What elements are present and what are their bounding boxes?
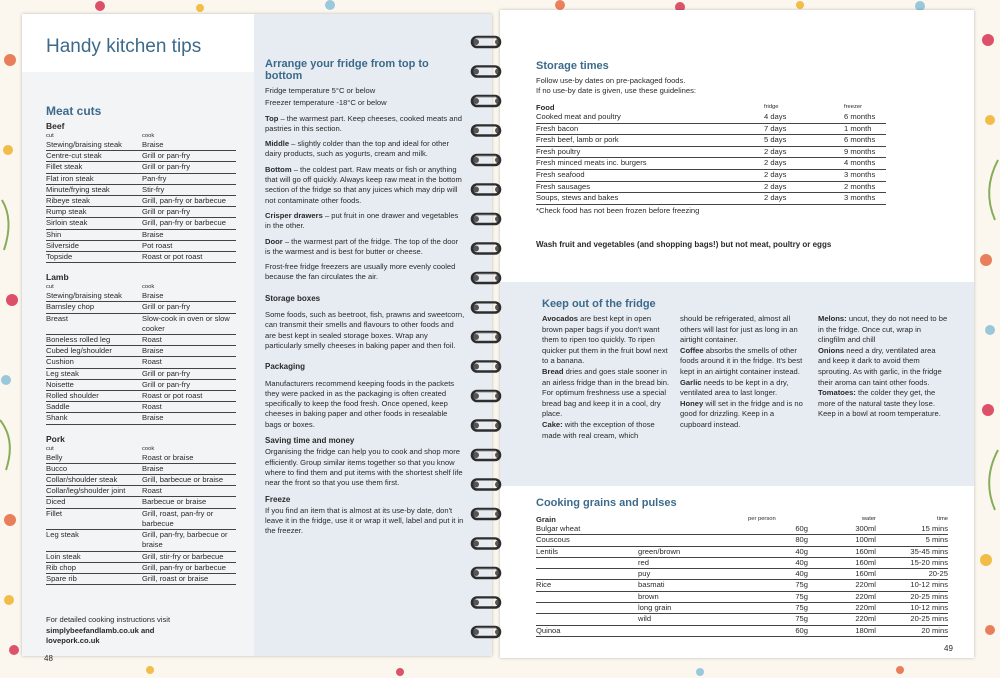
grain-cell (536, 591, 638, 602)
spiral-ring (472, 185, 501, 195)
fridge-temp: Fridge temperature 5°C or below (265, 86, 376, 95)
footer-link-beef-lamb[interactable]: simplybeefandlamb.co.uk and (46, 625, 155, 635)
table-row (536, 193, 886, 205)
table-row (46, 453, 236, 464)
col-fridge: fridge (764, 104, 779, 110)
spiral-ring (472, 568, 501, 578)
table-row (46, 346, 236, 357)
food-cell: Fresh beef, lamb or pork (536, 135, 764, 147)
storage-heading: Storage times (536, 60, 609, 72)
food-cell: Cooked meat and poultry (536, 112, 764, 123)
cook-cell: Braise (142, 140, 236, 151)
right-page (500, 10, 974, 658)
footer-text: For detailed cooking instructions visit (46, 615, 171, 624)
table-row (46, 475, 236, 486)
grains-table (536, 515, 948, 637)
meat-cuts-panel (22, 72, 254, 663)
cook-cell: Roast (142, 357, 236, 368)
spiral-ring (472, 421, 501, 431)
col-cut: cut (46, 133, 54, 139)
cut-cell: Stewing/braising steak (46, 291, 142, 302)
table-row (46, 562, 236, 573)
time-cell: 15 mins (876, 524, 948, 535)
spiral-ring (472, 155, 501, 165)
fridge-cell: 5 days (764, 135, 844, 147)
table-row (46, 252, 236, 263)
cook-cell: Grill, roast or braise (142, 573, 236, 584)
table-row (46, 391, 236, 402)
food-cell: Fresh seafood (536, 169, 764, 181)
per-person-cell: 40g (748, 546, 808, 557)
grain-cell (536, 557, 638, 568)
table-row (536, 112, 886, 123)
cut-cell: Saddle (46, 402, 142, 413)
per-person-cell: 40g (748, 557, 808, 568)
table-row (46, 162, 236, 173)
table-row (536, 169, 886, 181)
table-row (46, 463, 236, 474)
left-page (22, 14, 492, 663)
cut-cell: Centre-cut steak (46, 151, 142, 162)
meat-group-lamb: Lamb (46, 272, 69, 283)
table-row (536, 591, 948, 602)
cut-cell: Leg steak (46, 530, 142, 551)
cut-cell: Ribeye steak (46, 196, 142, 207)
packaging-heading: Packaging (265, 362, 306, 372)
storage-note: *Check food has not been frozen before freezing (536, 205, 700, 215)
cut-cell: Fillet (46, 508, 142, 529)
grain-cell (536, 569, 638, 580)
top-shelf-tip: Top – the warmest part. Keep cheeses, cooked meats and pastries in this section. (265, 113, 462, 133)
spiral-ring (472, 450, 501, 460)
table-row (46, 530, 236, 551)
table-row (46, 357, 236, 368)
water-cell: 180ml (808, 625, 876, 636)
time-cell: 20-25 mins (876, 591, 948, 602)
cut-cell: Silverside (46, 240, 142, 251)
saving-heading: Saving time and money (265, 436, 355, 446)
table-row (46, 368, 236, 379)
fridge-panel (254, 14, 492, 656)
time-cell: 5 mins (876, 535, 948, 546)
cut-cell: Diced (46, 497, 142, 508)
spiral-ring (472, 37, 501, 47)
cook-cell: Stir-fry (142, 184, 236, 195)
freeze-text: If you find an item that is almost at its use-by date, don't leave it in the fridge, use it or wrap it well, label and put it in the freezer. (265, 505, 464, 536)
cut-cell: Barnsley chop (46, 302, 142, 313)
table-row (536, 181, 886, 193)
table-row (46, 151, 236, 162)
spiral-ring (472, 96, 501, 106)
water-cell: 100ml (808, 535, 876, 546)
cook-cell: Grill, pan-fry or barbecue (142, 196, 236, 207)
spiral-ring (472, 480, 501, 490)
cook-cell: Grill, roast, pan-fry or barbecue (142, 508, 236, 529)
cut-cell: Collar/leg/shoulder joint (46, 486, 142, 497)
title-bar (22, 14, 254, 72)
fridge-cell: 2 days (764, 169, 844, 181)
cut-cell: Minute/frying steak (46, 184, 142, 195)
table-row (46, 497, 236, 508)
grain-cell: Couscous (536, 535, 638, 546)
col-cook: cook (142, 445, 155, 452)
time-cell: 20-25 (876, 569, 948, 580)
table-row (536, 569, 948, 580)
freezer-cell: 4 months (844, 158, 886, 170)
time-cell: 10-12 mins (876, 580, 948, 591)
meat-cuts-heading: Meat cuts (46, 104, 102, 118)
table-row (536, 580, 948, 591)
cook-cell: Braise (142, 413, 236, 424)
freezer-cell: 3 months (844, 193, 886, 205)
storage-intro-1: Follow use-by dates on pre-packaged foods. (536, 76, 686, 85)
table-row (46, 196, 236, 207)
table-row (46, 486, 236, 497)
meat-group-beef: Beef (46, 121, 65, 131)
time-cell: 10-12 mins (876, 603, 948, 614)
table-row (46, 379, 236, 390)
cut-cell: Breast (46, 313, 142, 334)
cook-cell: Grill or pan-fry (142, 302, 236, 313)
footer-note (46, 615, 246, 647)
cook-cell: Grill or pan-fry (142, 368, 236, 379)
food-cell: Soups, stews and bakes (536, 193, 764, 205)
fridge-heading: Arrange your fridge from top to bottom (265, 58, 429, 82)
cook-cell: Grill, stir-fry or barbecue (142, 551, 236, 562)
cook-cell: Braise (142, 463, 236, 474)
freezer-cell: 9 months (844, 146, 886, 158)
cook-cell: Grill or pan-fry (142, 207, 236, 218)
table-row (46, 218, 236, 229)
food-cell: Fresh poultry (536, 146, 764, 158)
spiral-ring (472, 67, 501, 77)
spiral-ring (472, 362, 501, 372)
table-row (46, 413, 236, 424)
spiral-ring (472, 332, 501, 342)
storage-table (536, 103, 886, 205)
meat-table-pork (46, 445, 236, 585)
cut-cell: Bucco (46, 463, 142, 474)
keep-out-col-3: Melons: uncut, they do not need to be in the fridge. Once cut, wrap in clingfilm and chill Onions need a dry, ventilated area and keep it dark to avoid them sprouting. As with garlic, in the fridge their aroma can taint other foods. Tomatoes: the colder they get, the more of the natural taste they lose. Keep in a bowl at room temperature. (818, 314, 948, 419)
cut-cell: Collar/shoulder steak (46, 475, 142, 486)
page-title: Handy kitchen tips (46, 36, 202, 57)
cook-cell: Grill, pan-fry or barbecue (142, 562, 236, 573)
table-row (46, 551, 236, 562)
cook-cell: Pan-fry (142, 173, 236, 184)
spiral-ring (472, 598, 501, 608)
bottom-shelf-tip: Bottom – the coldest part. Raw meats or fish or anything that will go off quickly. Always keep raw meat in the bottom section of the fridge so that any juices which may drip will not contaminate other foods. (265, 164, 462, 205)
food-cell: Fresh bacon (536, 123, 764, 135)
per-person-cell: 75g (748, 591, 808, 602)
freezer-cell: 6 months (844, 112, 886, 123)
cook-cell: Grill, barbecue or braise (142, 475, 236, 486)
time-cell: 35-45 mins (876, 546, 948, 557)
cook-cell: Roast (142, 486, 236, 497)
cut-cell: Rolled shoulder (46, 391, 142, 402)
cook-cell: Braise (142, 229, 236, 240)
grain-cell (536, 614, 638, 625)
table-row (536, 123, 886, 135)
cook-cell: Braise (142, 346, 236, 357)
water-cell: 160ml (808, 557, 876, 568)
col-freezer: freezer (844, 104, 863, 110)
cook-cell: Roast (142, 335, 236, 346)
per-person-cell: 75g (748, 580, 808, 591)
table-row (46, 240, 236, 251)
freezer-cell: 2 months (844, 181, 886, 193)
cook-cell: Roast or pot roast (142, 391, 236, 402)
keep-out-heading: Keep out of the fridge (542, 298, 656, 310)
meat-table-lamb (46, 283, 236, 424)
water-cell: 220ml (808, 603, 876, 614)
keep-out-panel (500, 282, 974, 486)
storage-boxes-text: Some foods, such as beetroot, fish, prawns and sweetcorn, can transmit their smells and flavours to other foods and are best kept in sealed storage boxes. Wrap any particularly smelly cheeses in baking paper and then foil. (265, 310, 465, 350)
per-person-cell: 60g (748, 524, 808, 535)
storage-times-section (536, 60, 956, 216)
keep-out-col-1: Avocados are best kept in open brown paper bags if you don't want them to ripen too quickly. To ripen quicker put them in the fruit bowl next to a banana. Bread dries and goes stale sooner in an airless fridge than in the bread bin. For optimum freshness use a special bread bag and keep it in a cool, dry place. Cake: with the exception of those made with real cream, which (542, 314, 670, 440)
water-cell: 220ml (808, 614, 876, 625)
cut-cell: Boneless rolled leg (46, 335, 142, 346)
per-person-cell: 40g (748, 569, 808, 580)
table-row (46, 291, 236, 302)
col-time: time (937, 516, 948, 522)
table-row (46, 207, 236, 218)
water-cell: 160ml (808, 569, 876, 580)
variety-cell: wild (638, 614, 748, 625)
meat-header-row (46, 445, 236, 453)
storage-boxes-heading: Storage boxes (265, 293, 321, 303)
cut-cell: Noisette (46, 379, 142, 390)
table-row (46, 335, 236, 346)
cut-cell: Rib chop (46, 562, 142, 573)
cook-cell: Grill or pan-fry (142, 379, 236, 390)
freezer-cell: 6 months (844, 135, 886, 147)
cut-cell: Rump steak (46, 207, 142, 218)
table-row (536, 603, 948, 614)
table-row (536, 557, 948, 568)
cook-cell: Grill or pan-fry (142, 151, 236, 162)
keep-out-col-2: should be refrigerated, almost all others will last for just as long in an airtight container. Coffee absorbs the smells of other foods around it in the fridge. It's best kept in an airtight container instead. Garlic needs to be kept in a dry, ventilated area to last longer. Honey will set in the fridge and is no good for drizzling. Keep in a cupboard instead. (680, 314, 803, 429)
freezer-cell: 3 months (844, 169, 886, 181)
spiral-ring (472, 627, 501, 637)
cut-cell: Fillet steak (46, 162, 142, 173)
spiral-ring (472, 539, 501, 549)
cook-cell: Grill, pan-fry or barbecue (142, 218, 236, 229)
middle-shelf-tip: Middle – slightly colder than the top and ideal for other dairy products, such as yogurts, cream and milk. (265, 139, 450, 159)
freezer-cell: 1 month (844, 123, 886, 135)
wash-tip: Wash fruit and vegetables (and shopping bags!) but not meat, poultry or eggs (536, 240, 832, 249)
spiral-ring (472, 509, 501, 519)
spiral-ring (472, 214, 501, 224)
storage-header-row (536, 103, 886, 112)
meat-header-row (46, 132, 236, 140)
cut-cell: Stewing/braising steak (46, 140, 142, 151)
crisper-tip: Crisper drawers – put fruit in one drawer and vegetables in the other. (265, 210, 459, 231)
meat-cuts-section (46, 104, 236, 594)
cut-cell: Shank (46, 413, 142, 424)
page-number-right: 49 (944, 644, 953, 653)
cook-cell: Braise (142, 291, 236, 302)
cut-cell: Leg steak (46, 368, 142, 379)
variety-cell: brown (638, 591, 748, 602)
table-row (536, 614, 948, 625)
per-person-cell: 80g (748, 535, 808, 546)
grains-section (536, 497, 956, 637)
col-cut: cut (46, 284, 54, 291)
variety-cell: puy (638, 569, 748, 580)
spiral-ring (472, 303, 501, 313)
table-row (46, 302, 236, 313)
fridge-section (265, 58, 465, 542)
saving-text: Organising the fridge can help you to cook and shop more efficiently. Group similar items together so that you know where to find them and put items with the shortest shelf life near the front so that you use them first. (265, 447, 463, 488)
col-food: Food (536, 103, 555, 112)
water-cell: 160ml (808, 546, 876, 557)
spiral-ring (472, 244, 501, 254)
variety-cell: red (638, 557, 748, 568)
col-grain: Grain (536, 515, 556, 524)
cook-cell: Slow-cook in oven or slow cooker (142, 313, 236, 334)
cut-cell: Sirloin steak (46, 218, 142, 229)
meat-table-beef (46, 132, 236, 263)
spiral-ring (472, 273, 501, 283)
cut-cell: Cushion (46, 357, 142, 368)
footer-link-pork[interactable]: lovepork.co.uk (46, 636, 100, 645)
cut-cell: Cubed leg/shoulder (46, 346, 142, 357)
table-row (46, 508, 236, 529)
water-cell: 220ml (808, 591, 876, 602)
table-row (46, 173, 236, 184)
table-row (536, 535, 948, 546)
grains-header-row (536, 515, 948, 524)
variety-cell (638, 625, 748, 636)
table-row (536, 158, 886, 170)
time-cell: 20-25 mins (876, 614, 948, 625)
meat-header-row (46, 283, 236, 291)
fridge-cell: 4 days (764, 112, 844, 123)
fridge-cell: 2 days (764, 158, 844, 170)
cut-cell: Topside (46, 252, 142, 263)
time-cell: 15-20 mins (876, 557, 948, 568)
table-row (46, 402, 236, 413)
table-row (536, 546, 948, 557)
table-row (536, 146, 886, 158)
grains-heading: Cooking grains and pulses (536, 497, 677, 509)
storage-intro-2: If no use-by date is given, use these guidelines: (536, 86, 696, 95)
col-per-person: per person (748, 516, 776, 522)
freeze-heading: Freeze (265, 494, 291, 504)
meat-group-pork: Pork (46, 433, 65, 444)
table-row (536, 135, 886, 147)
cut-cell: Shin (46, 229, 142, 240)
variety-cell (638, 524, 748, 535)
table-row (46, 140, 236, 151)
water-cell: 300ml (808, 524, 876, 535)
water-cell: 220ml (808, 580, 876, 591)
fridge-cell: 2 days (764, 193, 844, 205)
col-cook: cook (142, 284, 155, 291)
grain-cell: Lentils (536, 546, 638, 557)
table-row (536, 625, 948, 636)
food-cell: Fresh minced meats inc. burgers (536, 158, 764, 170)
cook-cell: Pot roast (142, 240, 236, 251)
col-cook: cook (142, 133, 155, 139)
spiral-binding (462, 0, 510, 678)
packaging-text: Manufacturers recommend keeping foods in the packets they were packed in as the packaging is often created specifically to keep the food fresh. Once opened, keep cheeses in baking paper and other foods in resealable bags or boxes. (265, 378, 455, 429)
frost-free-tip: Frost-free fridge freezers are usually more evenly cooled because the fan circulates the air. (265, 262, 456, 282)
cook-cell: Grill, pan-fry, barbecue or braise (142, 530, 236, 551)
grain-cell: Rice (536, 580, 638, 591)
col-cut: cut (46, 445, 54, 452)
per-person-cell: 75g (748, 603, 808, 614)
table-row (46, 573, 236, 584)
time-cell: 20 mins (876, 625, 948, 636)
cut-cell: Flat iron steak (46, 173, 142, 184)
freezer-temp: Freezer temperature -18°C or below (265, 98, 387, 108)
cook-cell: Barbecue or braise (142, 497, 236, 508)
variety-cell: long grain (638, 603, 748, 614)
grain-cell: Bulgar wheat (536, 524, 638, 535)
variety-cell: green/brown (638, 546, 748, 557)
cook-cell: Roast or braise (142, 453, 236, 464)
grain-cell: Quinoa (536, 625, 638, 636)
food-cell: Fresh sausages (536, 181, 764, 193)
table-row (46, 229, 236, 240)
col-water: water (861, 516, 876, 522)
table-row (46, 313, 236, 334)
spiral-ring (472, 126, 501, 136)
per-person-cell: 75g (748, 614, 808, 625)
col-variety (638, 515, 748, 524)
cook-cell: Roast (142, 402, 236, 413)
table-row (46, 184, 236, 195)
per-person-cell: 60g (748, 625, 808, 636)
cook-cell: Grill or pan-fry (142, 162, 236, 173)
cut-cell: Spare rib (46, 573, 142, 584)
cook-cell: Roast or pot roast (142, 252, 236, 263)
door-tip: Door – the warmest part of the fridge. The top of the door is the warmest and is best for butter or cheese. (265, 236, 459, 256)
table-row (536, 524, 948, 535)
fridge-cell: 2 days (764, 181, 844, 193)
page-number-left: 48 (44, 654, 53, 663)
cut-cell: Loin steak (46, 551, 142, 562)
variety-cell (638, 535, 748, 546)
grain-cell (536, 603, 638, 614)
fridge-cell: 7 days (764, 123, 844, 135)
spiral-ring (472, 391, 501, 401)
variety-cell: basmati (638, 580, 748, 591)
fridge-cell: 2 days (764, 146, 844, 158)
cut-cell: Belly (46, 453, 142, 464)
